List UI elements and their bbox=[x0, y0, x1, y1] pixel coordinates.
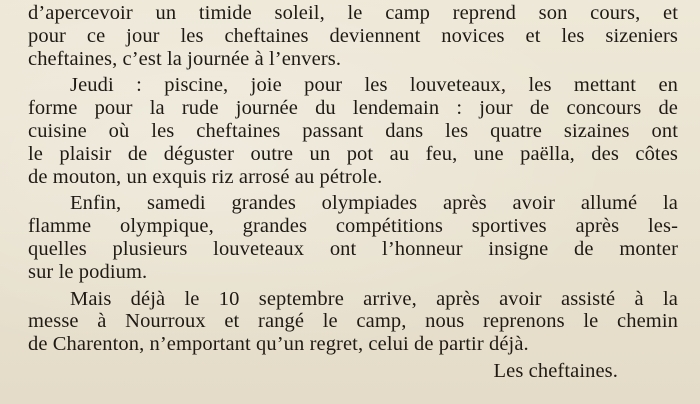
text-line: de Charenton, n’emportant qu’un regret, celui de partir déjà. bbox=[28, 333, 529, 356]
text-line: pour ce jour les cheftaines deviennent novices et les sizeniers bbox=[28, 24, 678, 47]
text-line: Jeudi : piscine, joie pour les louveteaux, les mettant en bbox=[70, 74, 678, 97]
text-line: forme pour la rude journée du lendemain : jour de concours de bbox=[28, 97, 678, 120]
text-line: messe à Nourroux et rangé le camp, nous reprenons le chemin bbox=[28, 310, 678, 333]
paragraph-3 bbox=[28, 192, 678, 283]
text-line: cheftaines, c’est la journée à l’envers. bbox=[28, 47, 342, 70]
text-line: quelles plusieurs louveteaux ont l’honneur insigne de monter bbox=[28, 237, 678, 260]
text-line: sur le podium. bbox=[28, 260, 148, 283]
text-line: le plaisir de déguster outre un pot au feu, une paëlla, des côtes bbox=[28, 142, 678, 165]
text-line: de mouton, un exquis riz arrosé au pétrole. bbox=[28, 165, 383, 188]
paragraph-2 bbox=[28, 74, 678, 188]
signature: Les cheftaines. bbox=[493, 359, 618, 382]
text-line: flamme olympique, grandes compétitions sportives après les- bbox=[28, 215, 678, 238]
text-line: Enfin, samedi grandes olympiades après avoir allumé la bbox=[70, 192, 678, 215]
text-line: Mais déjà le 10 septembre arrive, après avoir assisté à la bbox=[70, 287, 678, 310]
paragraph-4 bbox=[28, 288, 678, 356]
paragraph-1 bbox=[28, 2, 678, 70]
text-line: cuisine où les cheftaines passant dans les quatre sizaines ont bbox=[28, 119, 678, 142]
text-line: d’apercevoir un timide soleil, le camp reprend son cours, et bbox=[28, 2, 678, 24]
document-text bbox=[28, 2, 678, 384]
